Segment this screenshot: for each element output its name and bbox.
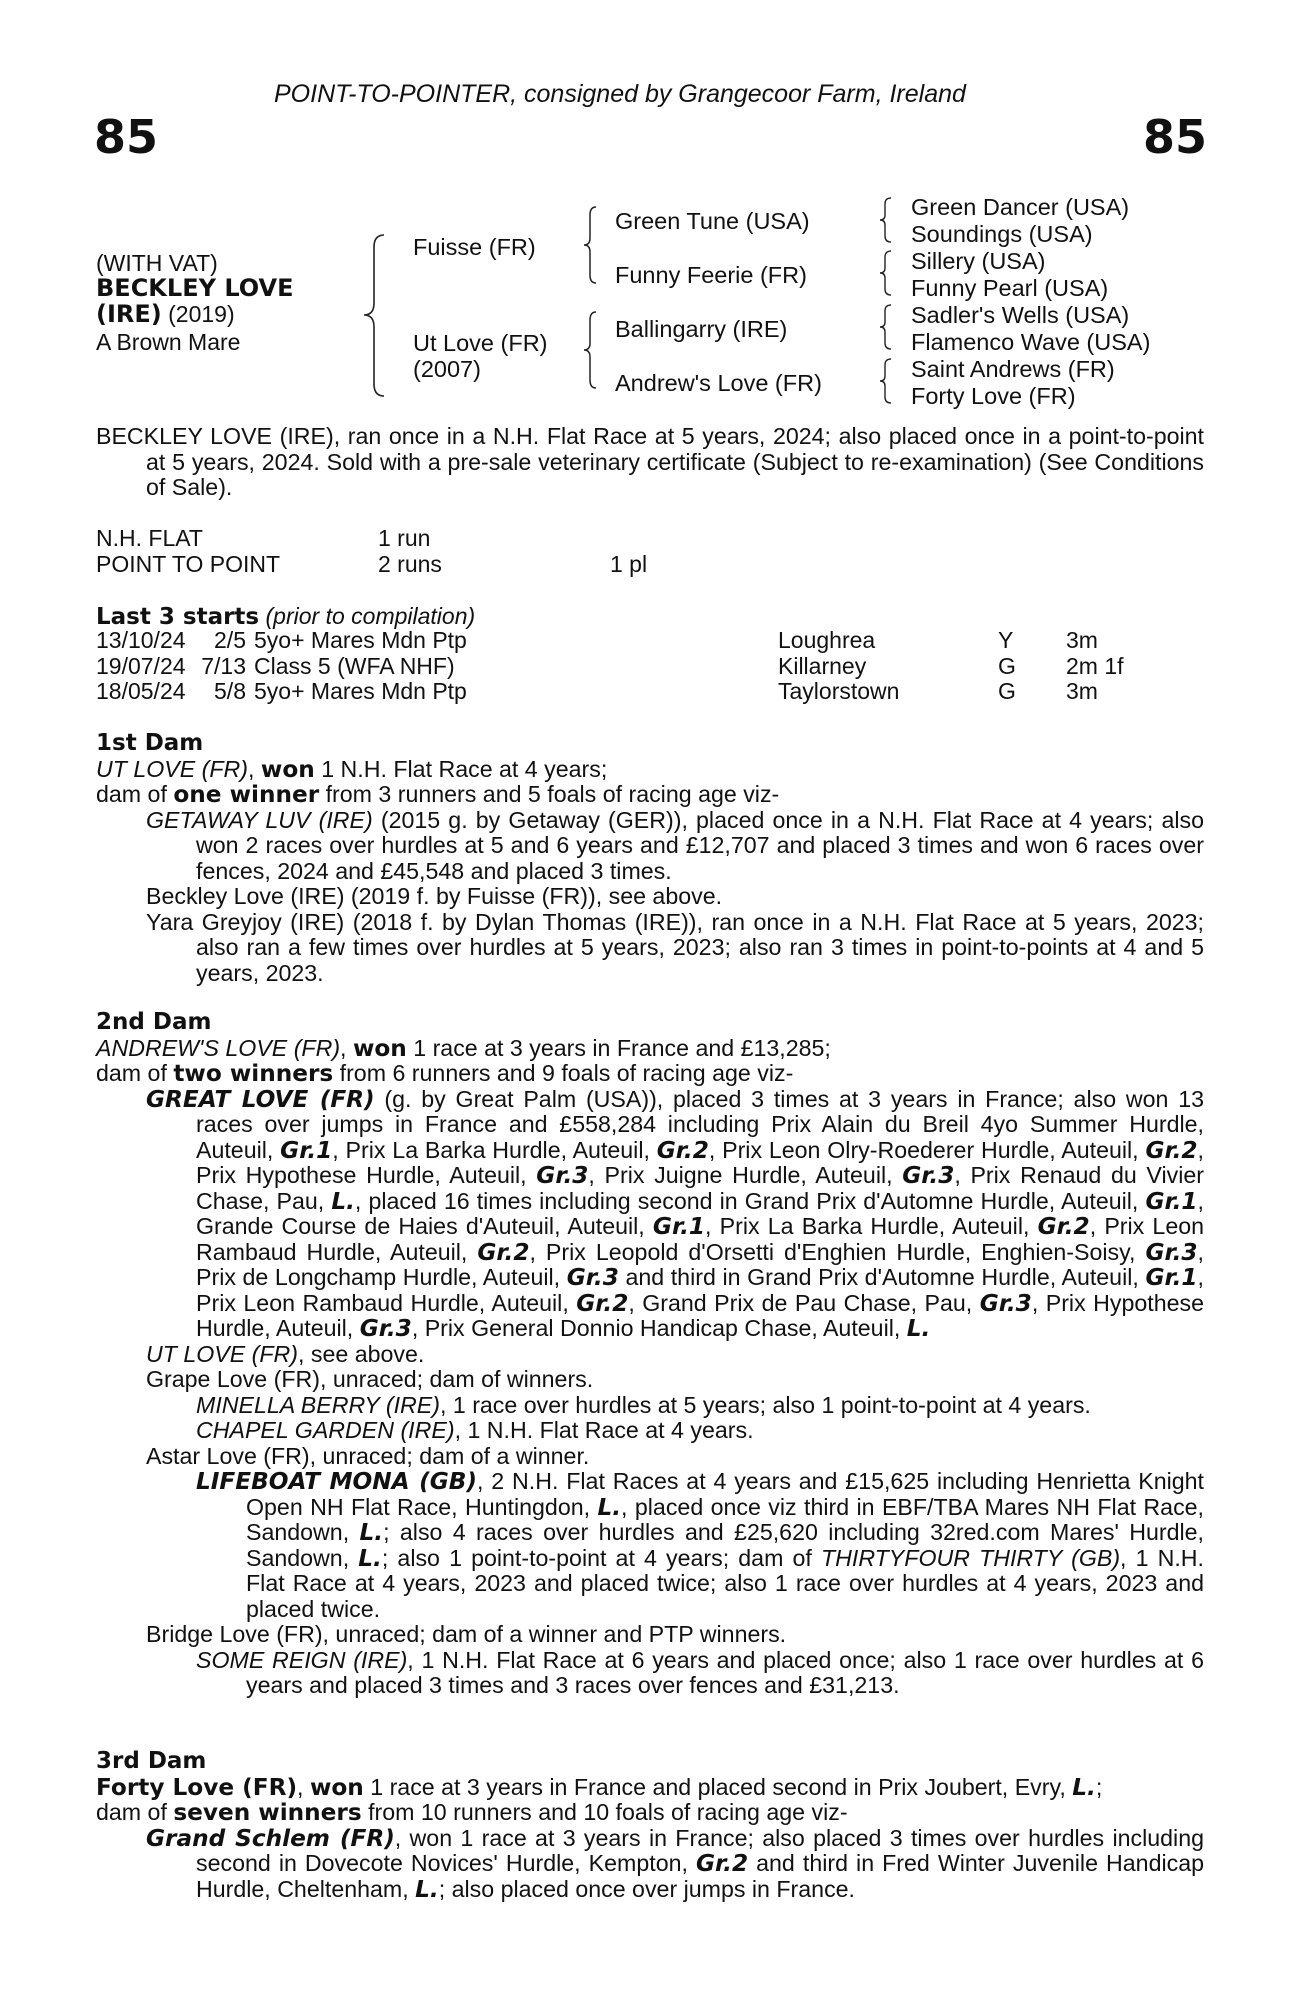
produce-name: GREAT LOVE (FR) (146, 1085, 375, 1113)
text-run: , 1 N.H. Flat Race at 4 years. (454, 1417, 754, 1443)
produce-item (96, 910, 1204, 987)
produce-name: LIFEBOAT MONA (GB) (196, 1468, 477, 1495)
grade-badge: Gr.3 (359, 1315, 412, 1342)
won-label: won (352, 1034, 407, 1062)
pedigree-dam-year: (2007) (413, 356, 481, 382)
start-position: 2/5 (214, 627, 246, 653)
listed-badge: L. (1072, 1773, 1096, 1801)
produce-name: Grand Schlem (FR) (146, 1824, 395, 1852)
grade-badge: Gr.1 (280, 1136, 333, 1164)
second-dam-line: ANDREW'S LOVE (FR), won 1 race at 3 years in France and £13,285; (96, 1034, 831, 1062)
listed-badge: L. (331, 1187, 355, 1215)
horse-name: BECKLEY LOVE (96, 274, 294, 302)
pedigree-brace-g1 (878, 196, 894, 250)
table-row (96, 628, 1124, 654)
pedigree-gen3-1: Green Dancer (USA) (911, 194, 1130, 220)
text-run: , Prix La Barka Hurdle, Auteuil, (705, 1213, 1038, 1239)
start-going: G (998, 678, 1016, 704)
start-date: 18/05/24 (96, 678, 186, 704)
produce-item (96, 1826, 1204, 1903)
listed-badge: L. (906, 1315, 931, 1342)
text-run: , 1 N.H. Flat Race at 6 years and placed once; also 1 race over hurdles at 6 years and placed 3 times and 3 races over fences and £31,213. (246, 1646, 1204, 1698)
text-run: , placed 16 times including second in Grand Prix d'Automne Hurdle, Auteuil, (354, 1187, 1146, 1214)
pedigree-sire: Fuisse (FR) (413, 234, 536, 260)
produce-item (96, 1342, 1204, 1368)
text-run: 1 race at 3 years in France and placed second in Prix Joubert, Evry, (363, 1773, 1073, 1800)
brace-shape (878, 357, 894, 405)
text-run: , Prix Renaud du Vivier Chase, Pau, (196, 1162, 1204, 1214)
starts-table (96, 628, 1124, 705)
produce-name: THIRTYFOUR THIRTY (GB) (820, 1544, 1121, 1571)
grade-badge: Gr.2 (1037, 1213, 1090, 1240)
text-run: , Prix La Barka Hurdle, Auteuil, (332, 1136, 657, 1163)
start-position: 7/13 (201, 652, 246, 679)
produce-item (96, 1367, 1204, 1393)
text-run: Bridge Love (FR), unraced; dam of a winner and PTP winners. (146, 1621, 787, 1647)
produce-item (96, 1087, 1204, 1342)
table-row (96, 654, 1124, 680)
text-run: , 1 race over hurdles at 5 years; also 1 point-to-point at 4 years. (439, 1391, 1091, 1418)
grade-badge: Gr.3 (979, 1289, 1032, 1317)
text-run: , Prix Hypothese Hurdle, Auteuil, (196, 1289, 1204, 1341)
start-distance: 3m (1066, 678, 1098, 704)
text-run: (g. by Great Palm (USA)), placed 3 times at 3 years in France; also won 13 races over jumps in France and £558,284 including Prix Alain du Breil 4yo Summer Hurdle, Auteuil, (196, 1085, 1205, 1163)
record-runs-1: 1 run (378, 525, 431, 551)
consignment-heading: POINT-TO-POINTER, consigned by Grangecoor Farm, Ireland (274, 80, 966, 108)
dam-name: Forty Love (FR) (96, 1773, 298, 1801)
record-type-2: POINT TO POINT (96, 551, 281, 577)
brace-shape (582, 205, 600, 285)
start-race: 5yo+ Mares Mdn Ptp (254, 627, 467, 653)
produce-name: CHAPEL GARDEN (IRE) (196, 1417, 455, 1443)
grade-badge: Gr.3 (902, 1162, 955, 1189)
grade-badge: Gr.2 (656, 1136, 709, 1164)
text-run: , Prix General Donnio Handicap Chase, Auteuil, (411, 1315, 907, 1341)
lot-number-right: 85 (1143, 110, 1208, 164)
pedigree-brace-dam (582, 310, 600, 396)
brace-shape (878, 249, 894, 297)
text-run: dam of (96, 1799, 174, 1825)
grand-produce-item (96, 1418, 1204, 1444)
dam-record: 1 race at 3 years in France and £13,285; (406, 1034, 831, 1061)
pedigree-sire-dam: Funny Feerie (FR) (615, 262, 807, 288)
grade-badge: Gr.2 (695, 1850, 749, 1877)
pedigree-dam-sire: Ballingarry (IRE) (615, 316, 788, 342)
first-dam-heading: 1st Dam (96, 730, 204, 756)
text-run: , Prix Juigne Hurdle, Auteuil, (588, 1162, 903, 1188)
start-going: G (998, 652, 1016, 679)
pedigree-gen3-3: Sillery (USA) (911, 248, 1046, 274)
produce-name: GETAWAY LUV (IRE) (146, 806, 373, 833)
text-run: ; also 4 races over hurdles and £25,620 including 32red.com Mares' Hurdle, Sandown, (246, 1519, 1204, 1571)
pedigree-gen3-8: Forty Love (FR) (911, 383, 1076, 409)
start-distance: 2m 1f (1066, 652, 1124, 679)
pedigree-gen3-6: Flamenco Wave (USA) (911, 329, 1151, 355)
text-run: ; also 1 point-to-point at 4 years; dam of (381, 1544, 821, 1571)
pedigree-gen3-5: Sadler's Wells (USA) (911, 302, 1130, 328)
dam-name: UT LOVE (FR) (96, 755, 249, 782)
last-starts-heading (96, 603, 475, 630)
text-run: , Prix Leopold d'Orsetti d'Enghien Hurdle, Enghien-Soisy, (529, 1238, 1146, 1265)
text-run: , placed once viz third in EBF/TBA Mares NH Flat Race, Sandown, (246, 1493, 1204, 1545)
third-dam-heading: 3rd Dam (96, 1748, 207, 1774)
text-run: ; also placed once over jumps in France. (438, 1875, 856, 1902)
text-run: Astar Love (FR), unraced; dam of a winner. (146, 1442, 590, 1469)
won-label: won (309, 1773, 364, 1801)
winners-count: two winners (173, 1060, 334, 1087)
grand-produce-item (96, 1648, 1204, 1699)
grade-badge: Gr.2 (576, 1289, 629, 1317)
dam-of-label: dam of (96, 781, 174, 807)
pedigree-dam: Ut Love (FR) (413, 330, 548, 356)
grade-badge: Gr.1 (1145, 1187, 1198, 1215)
horse-origin-year (96, 300, 235, 328)
horse-description: A Brown Mare (96, 329, 241, 355)
grade-badge: Gr.2 (477, 1238, 530, 1266)
lot-number-left: 85 (94, 110, 159, 164)
text-run: , Prix Leon Rambaud Hurdle, Auteuil, (196, 1213, 1205, 1265)
produce-name: MINELLA BERRY (IRE) (196, 1391, 440, 1418)
produce-summary: from 6 runners and 9 foals of racing age viz- (333, 1060, 794, 1086)
last-starts-note: (prior to compilation) (265, 603, 476, 629)
start-date: 13/10/24 (96, 627, 186, 653)
start-course: Taylorstown (778, 678, 900, 704)
pedigree-gen3-7: Saint Andrews (FR) (911, 356, 1115, 382)
produce-item (96, 884, 1204, 910)
winners-count: seven winners (173, 1799, 362, 1826)
listed-badge: L. (415, 1875, 439, 1903)
record-type-1: N.H. FLAT (96, 525, 203, 551)
text-run: , Prix Hypothese Hurdle, Auteuil, (196, 1136, 1204, 1188)
grand-produce-item (96, 1469, 1204, 1622)
horse-origin: (IRE) (96, 300, 162, 328)
grand-produce-item (96, 1393, 1204, 1419)
text-run: and third in Grand Prix d'Automne Hurdle, Auteuil, (618, 1264, 1146, 1290)
summary-section (96, 424, 1204, 501)
produce-item (96, 808, 1204, 885)
text-run: and third in Fred Winter Juvenile Handicap Hurdle, Cheltenham, (196, 1850, 1205, 1902)
produce-text: (2015 g. by Getaway (GER)), placed once in a N.H. Flat Race at 4 years; also won 2 races over hurdles at 5 and 6 years and £12,707 and placed 3 times and won 6 races over fences, 2024 and £45,548 and placed 3 times. (196, 806, 1204, 884)
third-dam-section (96, 1749, 1204, 1902)
pedigree-brace-g2 (878, 249, 894, 303)
last-starts-table (96, 628, 1124, 705)
grade-badge: Gr.3 (566, 1264, 619, 1291)
dam-record: 1 N.H. Flat Race at 4 years; (314, 755, 608, 782)
text-run: Grape Love (FR), unraced; dam of winners. (146, 1366, 594, 1392)
grade-badge: Gr.1 (652, 1213, 706, 1240)
third-dam-line: Forty Love (FR), won 1 race at 3 years in France and placed second in Prix Joubert, Evry, L.; (96, 1773, 1103, 1801)
record-runs-2: 2 runs (378, 551, 442, 577)
grade-badge: Gr.1 (1145, 1264, 1198, 1291)
start-race: 5yo+ Mares Mdn Ptp (254, 678, 467, 704)
produce-text: Beckley Love (IRE) (2019 f. by Fuisse (FR)), see above. (146, 883, 723, 909)
produce-item (96, 1622, 1204, 1648)
text-run: , 2 N.H. Flat Races at 4 years and £15,625 including Henrietta Knight Open NH Flat Race, Huntingdon, (246, 1468, 1204, 1520)
produce-summary: from 3 runners and 5 foals of racing age viz- (319, 781, 780, 807)
listed-badge: L. (358, 1544, 382, 1572)
pedigree-brace-sire (582, 205, 600, 291)
pedigree-brace-g4 (878, 357, 894, 411)
horse-year: (2019) (168, 301, 235, 327)
produce-item (96, 1444, 1204, 1470)
text-run: , Grande Course de Haies d'Auteuil, Auteuil, (196, 1187, 1204, 1239)
pedigree-brace-g3 (878, 303, 894, 357)
start-going: Y (998, 627, 1014, 653)
summary-text: BECKLEY LOVE (IRE), ran once in a N.H. Flat Race at 5 years, 2024; also placed once in a point-to-point at 5 years, 2024. Sold with a pre-sale veterinary certificate (Subject to re-examination) (See Conditions of Sale). (96, 423, 1204, 500)
last-starts-title: Last 3 starts (96, 604, 260, 630)
start-course: Killarney (778, 652, 867, 679)
first-dam-line: UT LOVE (FR), won 1 N.H. Flat Race at 4 years; (96, 755, 608, 783)
table-row (96, 679, 1124, 705)
text-run: ; (1095, 1773, 1103, 1800)
record-placed-2: 1 pl (610, 551, 648, 577)
text-run: , 1 N.H. Flat Race at 4 years, 2023 and placed twice; also 1 race over hurdles at 4 years, 2023 and placed twice. (246, 1544, 1204, 1622)
pedigree-brace-main (362, 233, 388, 398)
start-date: 19/07/24 (96, 652, 186, 679)
listed-badge: L. (597, 1493, 622, 1521)
pedigree-gen3-2: Soundings (USA) (911, 221, 1093, 247)
text-run: , won 1 race at 3 years in France; also placed 3 times over hurdles including second in Dovecote Novices' Hurdle, Kempton, (196, 1824, 1204, 1876)
produce-text: Yara Greyjoy (IRE) (2018 f. by Dylan Thomas (IRE)), ran once in a N.H. Flat Race at 5 years, 2023; also ran a few times over hurdles at 5 years, 2023; also ran 3 times in point-to-points at 4 and 5 years, 2023. (146, 908, 1204, 986)
grade-badge: Gr.3 (1145, 1238, 1198, 1266)
text-run: , see above. (298, 1340, 425, 1367)
text-run: , Prix Leon Olry-Roederer Hurdle, Auteuil, (708, 1136, 1146, 1163)
start-course: Loughrea (778, 627, 876, 653)
dam-of-label: dam of (96, 1060, 174, 1086)
text-run: , Prix Leon Rambaud Hurdle, Auteuil, (196, 1264, 1204, 1316)
pedigree-sire-sire: Green Tune (USA) (615, 208, 810, 234)
produce-name: SOME REIGN (IRE) (196, 1646, 408, 1673)
dam-name: ANDREW'S LOVE (FR) (96, 1034, 341, 1061)
first-dam-section (96, 731, 1204, 986)
produce-name: UT LOVE (FR) (146, 1340, 299, 1367)
winners-count: one winner (173, 781, 320, 808)
second-dam-produce-line (96, 1061, 1204, 1087)
brace-shape (582, 310, 600, 390)
text-run: from 10 runners and 10 foals of racing age viz- (361, 1799, 848, 1825)
text-run: , Prix de Longchamp Hurdle, Auteuil, (196, 1238, 1204, 1290)
second-dam-heading: 2nd Dam (96, 1009, 212, 1035)
pedigree-dam-dam: Andrew's Love (FR) (615, 370, 822, 396)
brace-shape (878, 196, 894, 244)
first-dam-produce-line (96, 782, 1204, 808)
listed-badge: L. (359, 1519, 384, 1546)
start-position: 5/8 (214, 678, 246, 704)
grade-badge: Gr.3 (536, 1162, 589, 1189)
won-label: won (260, 755, 315, 783)
brace-shape (878, 303, 894, 351)
third-dam-produce-line (96, 1800, 1204, 1826)
brace-shape (362, 233, 388, 398)
grade-badge: Gr.2 (1145, 1136, 1198, 1164)
vat-label: (WITH VAT) (96, 250, 218, 276)
text-run: , Grand Prix de Pau Chase, Pau, (628, 1289, 980, 1316)
start-distance: 3m (1066, 627, 1098, 653)
second-dam-section (96, 1010, 1204, 1699)
start-race: Class 5 (WFA NHF) (254, 652, 455, 679)
pedigree-gen3-4: Funny Pearl (USA) (911, 275, 1109, 301)
